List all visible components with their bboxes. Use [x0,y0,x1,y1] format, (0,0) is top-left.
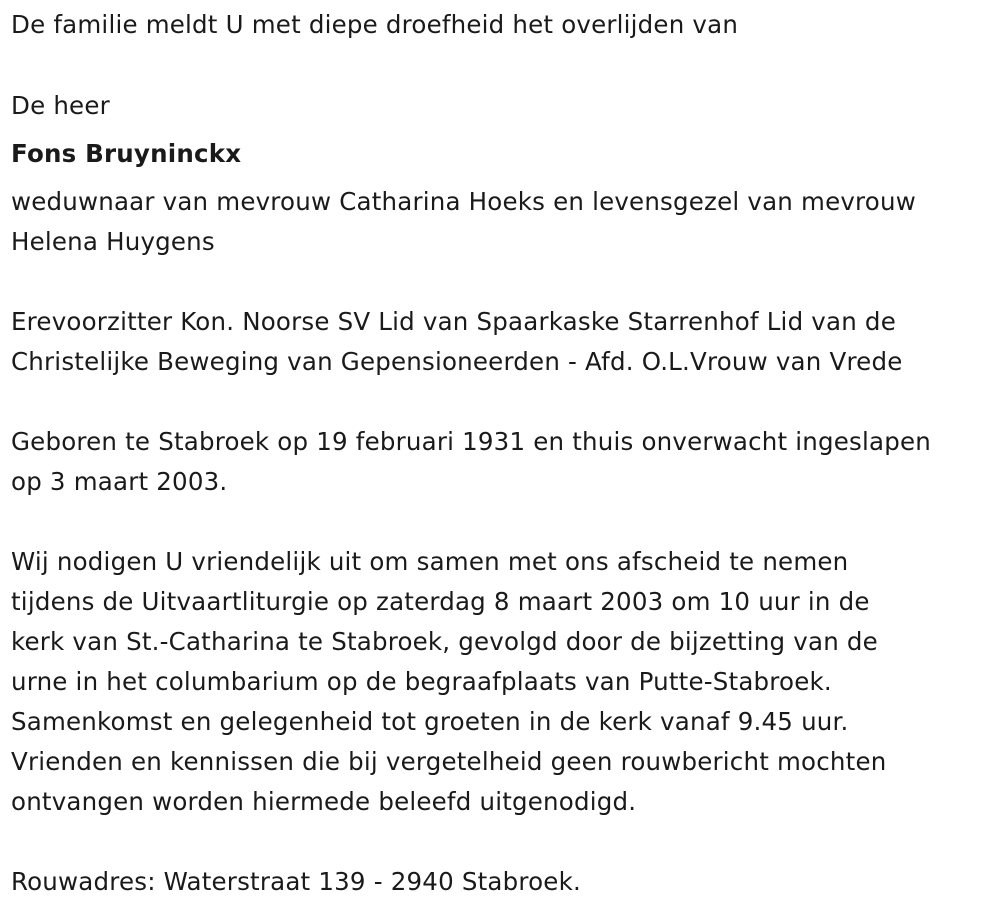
relation-line: weduwnaar van mevrouw Catharina Hoeks en levensgezel van mevrouw [11,187,916,216]
invitation-line: urne in het columbarium op de begraafplaats van Putte-Stabroek. [11,667,832,696]
intro-text: De familie meldt U met diepe droefheid het overlijden van [11,10,739,39]
invitation-line: tijdens de Uitvaartliturgie op zaterdag 8 maart 2003 om 10 uur in de [11,587,870,616]
birth-death-line: op 3 maart 2003. [11,467,228,496]
memberships-line: Erevoorzitter Kon. Noorse SV Lid van Spaarkaske Starrenhof Lid van de [11,307,896,336]
invitation-line: Wij nodigen U vriendelijk uit om samen met ons afscheid te nemen [11,547,849,576]
memberships-line: Christelijke Beweging van Gepensioneerden - Afd. O.L.Vrouw van Vrede [11,347,903,376]
deceased-name: Fons Bruyninckx [11,139,242,168]
invitation-line: Samenkomst en gelegenheid tot groeten in de kerk vanaf 9.45 uur. [11,707,849,736]
invitation-line: kerk van St.-Catharina te Stabroek, gevolgd door de bijzetting van de [11,627,878,656]
invitation-line: Vrienden en kennissen die bij vergetelheid geen rouwbericht mochten [11,747,887,776]
mourning-address: Rouwadres: Waterstraat 139 - 2940 Stabroek. [11,867,581,896]
salutation: De heer [11,91,110,120]
birth-death-line: Geboren te Stabroek op 19 februari 1931 en thuis onverwacht ingeslapen [11,427,931,456]
relation-line: Helena Huygens [11,227,215,256]
invitation-line: ontvangen worden hiermede beleefd uitgenodigd. [11,787,637,816]
